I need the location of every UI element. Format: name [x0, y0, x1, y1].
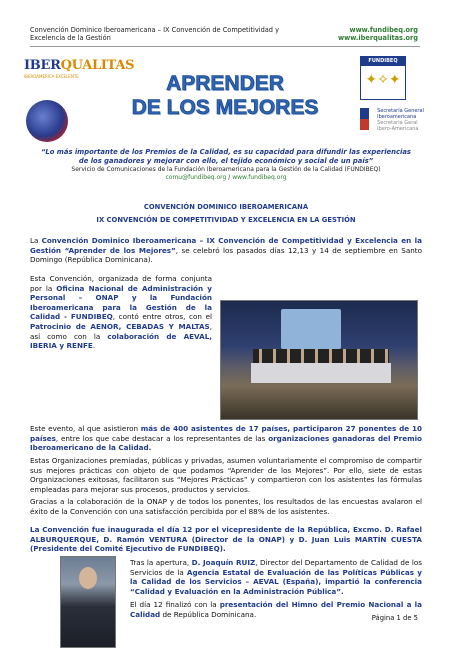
paragraph-inauguration: La Convención fue inaugurada el día 12 por el vicepresidente de la República, Excmo. D. Rafael ALBURQUERQUE, D. Ramón VENTURA (Director de la ONAP) y D. Juan Luis MARTÍN CUESTA (Presidente del Comité Ejecutivo de FUNDIBEQ). [30, 525, 422, 554]
paragraph-best-practices: Estas Organizaciones premiadas, públicas y privadas, asumen voluntariamente el compromiso de compartir sus mejores prácticas con objeto de que podamos “Aprender de los Mejores”. Por ello, siete de estas Organizaciones exitosas, facilitaron sus “Mejores Prácticas” y compartieron con los asistentes las fórmulas empleadas para mejorar sus procesos, productos y servicios. [30, 456, 422, 494]
iberqualitas-logo: IBERQUALITAS IBEROAMÉRICA EXCELENTE [24, 58, 135, 79]
web-link[interactable]: www.fundibeq.org [232, 173, 287, 181]
iberqualitas-tagline: IBEROAMÉRICA EXCELENTE [24, 74, 79, 79]
paragraph-intro: La Convención Dominico Iberoamericana – IX Convención de Competitividad y Excelencia en la Gestión “Aprender de los Mejores”, se celebró los pasados días 12,13 y 14 de septiembre en Santo Domingo (República Dominicana). [30, 236, 422, 265]
iberqualitas-link[interactable]: www.iberqualitas.org [338, 34, 418, 43]
paragraph-results: Gracias a la colaboración de la ONAP y de todos los ponentes, los resultados de las encuestas avalaron el éxito de la Convención con una satisfacción percibida por el 88% de los asistentes. [30, 497, 422, 516]
panel-table [251, 363, 391, 383]
section-subheading: IX CONVENCIÓN DE COMPETITIVIDAD Y EXCELENCIA EN LA GESTIÓN [96, 216, 356, 224]
email-link[interactable]: comu@fundibeq.org [165, 173, 227, 181]
stars-icon: ✦✧✦ [365, 72, 401, 88]
paragraph-conference: Tras la apertura, D. Joaquín RUIZ, Director del Departamento de Calidad de los Servicios de la Agencia Estatal de Evaluación de las Políticas Públicas y la Calidad de los Servicios – AEVAL (España), impartió la conferencia “Calidad y Evaluación en la Administración Pública”. [130, 558, 423, 596]
paragraph-anthem: El día 12 finalizó con la presentación del Himno del Premio Nacional a la Calidad de República Dominicana. [130, 600, 422, 619]
section-heading: CONVENCIÓN DOMINICO IBEROAMERICANA [143, 203, 309, 211]
fundibeq-logo-text: FUNDIBEQ [361, 57, 405, 66]
page-number: Página 1 de 5 [371, 614, 418, 622]
service-credit: Servicio de Comunicaciones de la Fundación Iberoamericana para la Gestión de la Calidad (FUNDIBEQ) comu@fundibeq.org / www.fundibeq.org [30, 166, 422, 182]
header-links [338, 26, 418, 43]
speaker-portrait [60, 556, 116, 648]
fundibeq-link[interactable]: www.fundibeq.org [349, 26, 418, 34]
paragraph-attendance: Este evento, al que asistieron más de 400 asistentes de 17 países, participaron 27 ponentes de 10 países, entre los que cabe destacar a los representantes de las organizaciones ganadoras del Premio Iberoamericano de la Calidad. [30, 424, 423, 453]
page-title [130, 72, 320, 120]
quote: “Lo más importante de los Premios de la Calidad, es su capacidad para difundir las experiencias de los ganadores y mejorar con ello, el tejido económico y social de un país” [41, 148, 411, 165]
portrait-face [79, 567, 97, 589]
projection-screen [281, 309, 341, 349]
award-seal-icon [26, 100, 68, 142]
paragraph-organizers: Esta Convención, organizada de forma conjunta por la Oficina Nacional de Administración y Personal – ONAP y la Fundación Iberoamericana para la Gestión de la Calidad - FUNDIBEQ, contó entre otros, con el Patrocinio de AENOR, CEBADAS Y MALTAS, así como con la colaboración de AEVAL, IBERIA y RENFE. [30, 274, 213, 351]
header-line-1: Convención Dominico Iberoamericana – IX Convención de Competitividad y [30, 26, 279, 34]
service-line: Servicio de Comunicaciones de la Fundación Iberoamericana para la Gestión de la Calidad (FUNDIBEQ) [71, 166, 381, 173]
header-line-2: Excelencia de la Gestión [30, 34, 111, 43]
title-line-2: DE LOS MEJORES [131, 96, 319, 119]
header-title [30, 26, 279, 43]
segib-logo: Secretaría General Iberoamericana Secretaria Geral Ibero-Americana [360, 108, 430, 132]
event-photo [220, 300, 418, 420]
title-line-1: APRENDER [166, 72, 284, 95]
header-divider [30, 46, 420, 47]
fundibeq-logo [360, 56, 406, 100]
segib-mark-icon [360, 108, 369, 130]
